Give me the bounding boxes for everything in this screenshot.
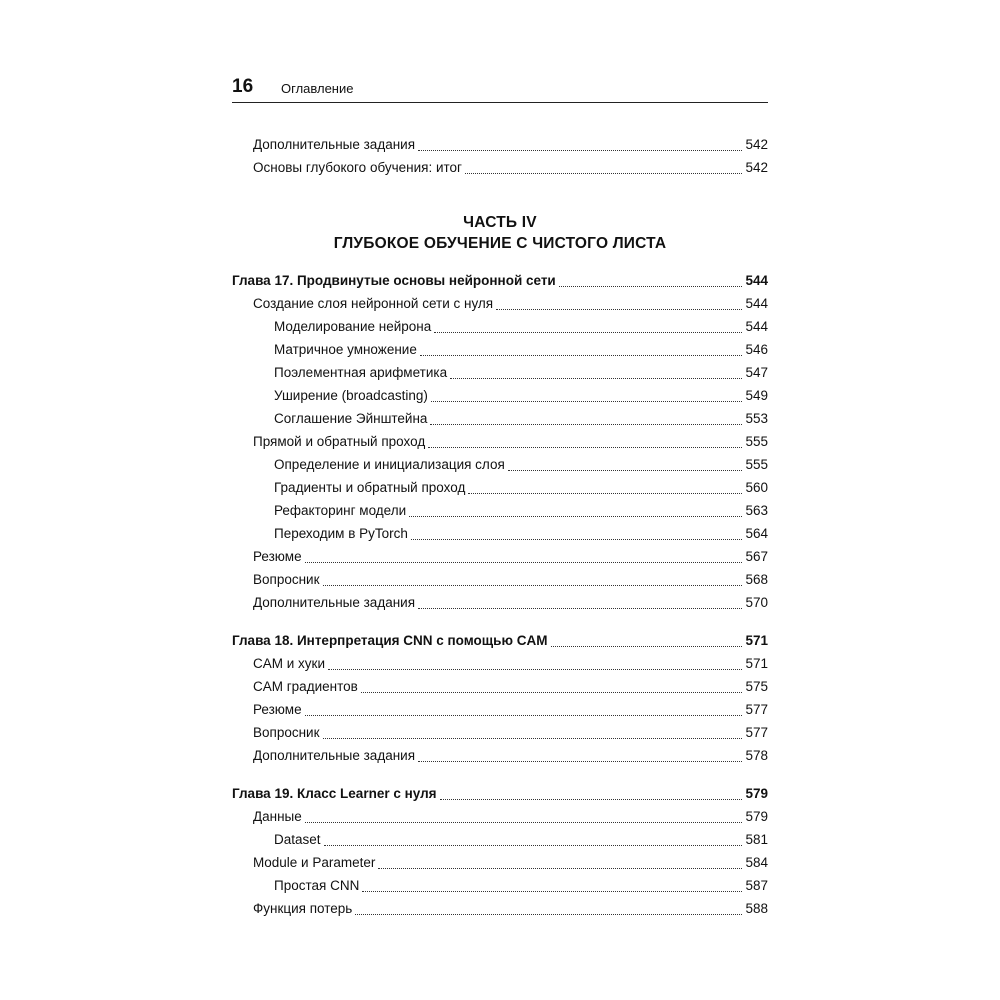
toc-entry: Простая CNN 587: [274, 878, 768, 893]
toc-entry: Вопросник 577: [253, 725, 768, 740]
toc-chapter: Глава 18. Интерпретация CNN с помощью CAM 571: [232, 633, 768, 648]
dot-leader: [323, 737, 743, 739]
toc-entry: Градиенты и обратный проход 560: [274, 480, 768, 495]
dot-leader: [355, 913, 742, 915]
dot-leader: [420, 354, 743, 356]
dot-leader: [305, 561, 743, 563]
toc-entry: Module и Parameter 584: [253, 855, 768, 870]
dot-leader: [418, 760, 742, 762]
toc-entry: Dataset 581: [274, 832, 768, 847]
dot-leader: [496, 308, 742, 310]
dot-leader: [428, 446, 742, 448]
toc-entry: Резюме 567: [253, 549, 768, 564]
toc-entry: CAM и хуки 571: [253, 656, 768, 671]
dot-leader: [431, 400, 743, 402]
dot-leader: [324, 844, 743, 846]
page-header: [232, 72, 768, 103]
toc-entry: Рефакторинг модели 563: [274, 503, 768, 518]
toc-entry: Функция потерь 588: [253, 901, 768, 916]
dot-leader: [559, 285, 743, 287]
dot-leader: [551, 645, 743, 647]
toc-entry: Резюме 577: [253, 702, 768, 717]
toc-entry: Уширение (broadcasting) 549: [274, 388, 768, 403]
toc-entry: Основы глубокого обучения: итог 542: [253, 160, 768, 175]
dot-leader: [430, 423, 742, 425]
dot-leader: [418, 607, 742, 609]
dot-leader: [362, 890, 742, 892]
part-label: ЧАСТЬ IV: [463, 214, 537, 231]
toc-entry: Поэлементная арифметика 547: [274, 365, 768, 380]
running-title: Оглавление: [281, 81, 354, 96]
toc-entry: Создание слоя нейронной сети с нуля 544: [253, 296, 768, 311]
toc-entry: Переходим в PyTorch 564: [274, 526, 768, 541]
page-number: 16: [232, 76, 254, 97]
toc-entry: CAM градиентов 575: [253, 679, 768, 694]
dot-leader: [450, 377, 742, 379]
dot-leader: [465, 172, 742, 174]
dot-leader: [323, 584, 743, 586]
dot-leader: [440, 798, 743, 800]
toc-entry: Вопросник 568: [253, 572, 768, 587]
toc-entry: Определение и инициализация слоя 555: [274, 457, 768, 472]
toc-chapter: Глава 19. Класс Learner с нуля 579: [232, 786, 768, 801]
toc-entry: Прямой и обратный проход 555: [253, 434, 768, 449]
toc-chapter: Глава 17. Продвинутые основы нейронной сети 544: [232, 273, 768, 288]
dot-leader: [328, 668, 742, 670]
toc-entry: Моделирование нейрона 544: [274, 319, 768, 334]
dot-leader: [418, 149, 742, 151]
toc-entry: Дополнительные задания 542: [253, 137, 768, 152]
toc-entry: Соглашение Эйнштейна 553: [274, 411, 768, 426]
dot-leader: [411, 538, 743, 540]
dot-leader: [378, 867, 742, 869]
dot-leader: [508, 469, 743, 471]
toc-entry: Дополнительные задания 570: [253, 595, 768, 610]
dot-leader: [305, 714, 743, 716]
dot-leader: [468, 492, 742, 494]
toc-entry: Матричное умножение 546: [274, 342, 768, 357]
toc-entry: Данные 579: [253, 809, 768, 824]
dot-leader: [434, 331, 742, 333]
dot-leader: [409, 515, 742, 517]
part-title: ГЛУБОКОЕ ОБУЧЕНИЕ С ЧИСТОГО ЛИСТА: [333, 235, 667, 252]
toc-entry: Дополнительные задания 578: [253, 748, 768, 763]
dot-leader: [305, 821, 743, 823]
dot-leader: [361, 691, 743, 693]
